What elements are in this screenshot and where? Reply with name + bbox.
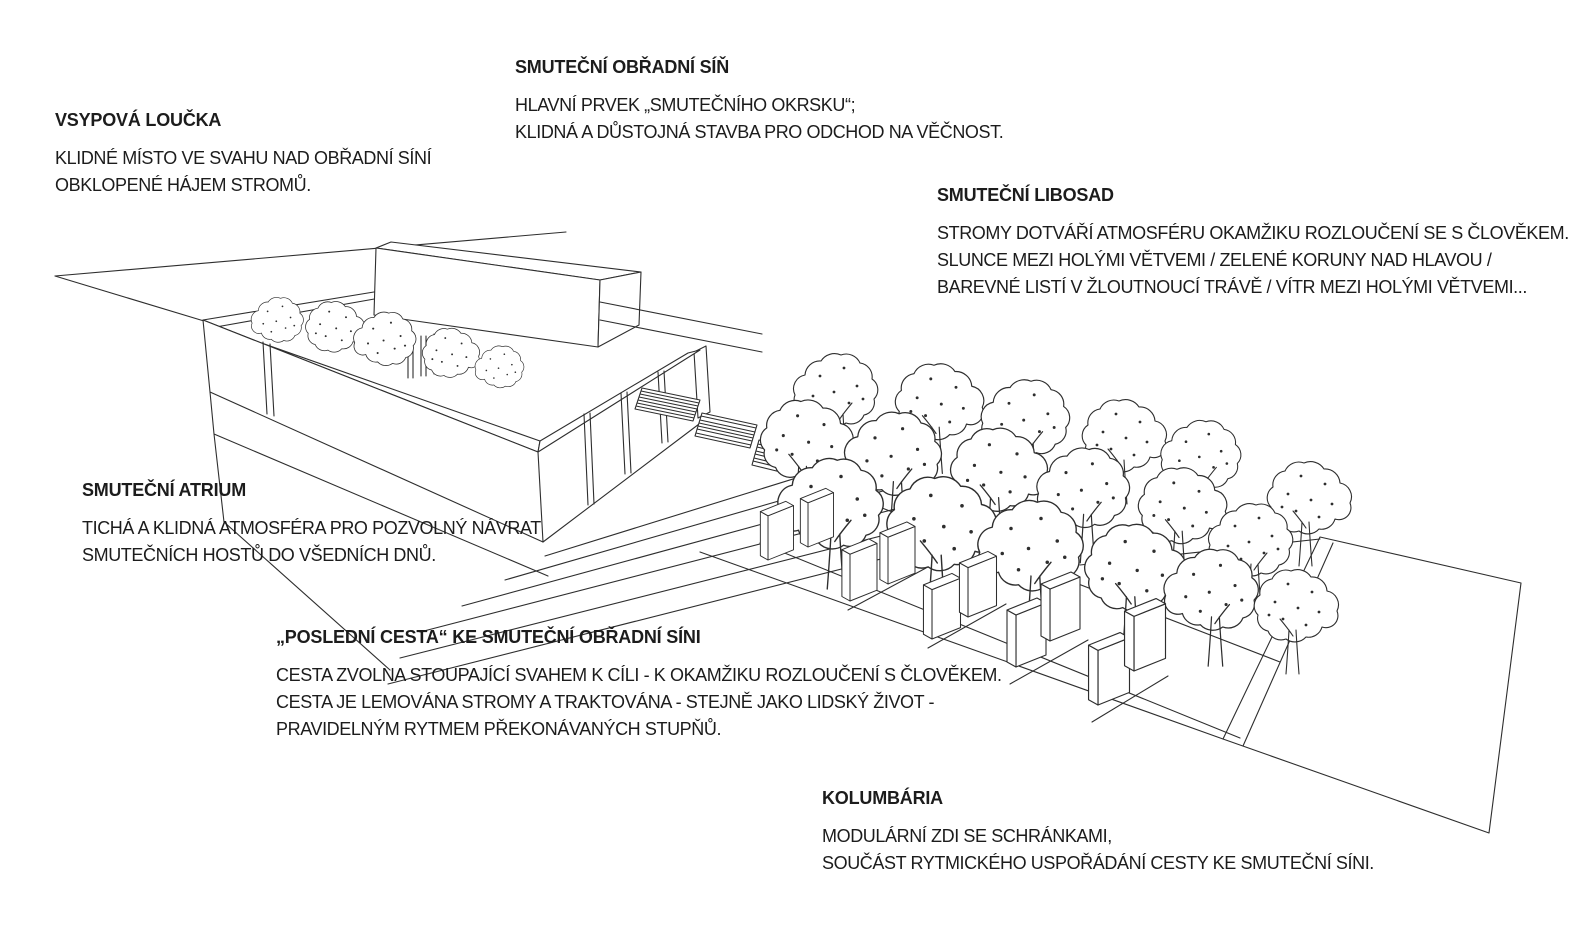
annotation-smutecni-libosad: [937, 183, 1569, 301]
annotation-line: OBKLOPENÉ HÁJEM STROMŮ.: [55, 175, 311, 195]
annotation-line: TICHÁ A KLIDNÁ ATMOSFÉRA PRO POZVOLNÝ NÁVRAT: [82, 518, 541, 538]
annotation-vsypova-loucka: [55, 108, 431, 199]
annotation-title: KOLUMBÁRIA: [822, 788, 943, 808]
annotation-line: BAREVNÉ LISTÍ V ŽLOUTNOUCÍ TRÁVĚ / VÍTR MEZI HOLÝMI VĚTVEMI...: [937, 277, 1527, 297]
annotation-line: STROMY DOTVÁŘÍ ATMOSFÉRU OKAMŽIKU ROZLOUČENÍ SE S ČLOVĚKEM.: [937, 223, 1569, 243]
annotation-line: KLIDNÁ A DŮSTOJNÁ STAVBA PRO ODCHOD NA VĚČNOST.: [515, 122, 1004, 142]
annotation-line: SMUTEČNÍCH HOSTŮ DO VŠEDNÍCH DNŮ.: [82, 545, 436, 565]
annotation-line: PRAVIDELNÝM RYTMEM PŘEKONÁVANÝCH STUPŇŮ.: [276, 719, 722, 739]
annotation-line: SLUNCE MEZI HOLÝMI VĚTVEMI / ZELENÉ KORUNY NAD HLAVOU /: [937, 250, 1492, 270]
annotation-line: KLIDNÉ MÍSTO VE SVAHU NAD OBŘADNÍ SÍNÍ: [55, 148, 432, 168]
annotation-line: HLAVNÍ PRVEK „SMUTEČNÍHO OKRSKU“;: [515, 95, 856, 115]
annotation-line: SOUČÁST RYTMICKÉHO USPOŘÁDÁNÍ CESTY KE SMUTEČNÍ SÍNI.: [822, 853, 1374, 873]
annotation-title: SMUTEČNÍ LIBOSAD: [937, 185, 1114, 205]
annotation-posledni-cesta: [276, 625, 1002, 743]
annotation-line: CESTA JE LEMOVÁNA STROMY A TRAKTOVÁNA - STEJNĚ JAKO LIDSKÝ ŽIVOT -: [276, 692, 935, 712]
annotation-line: CESTA ZVOLNA STOUPAJÍCÍ SVAHEM K CÍLI - K OKAMŽIKU ROZLOUČENÍ S ČLOVĚKEM.: [276, 665, 1002, 685]
annotation-line: MODULÁRNÍ ZDI SE SCHRÁNKAMI,: [822, 826, 1112, 846]
annotation-smutecni-atrium: [82, 478, 541, 569]
annotation-smutecni-obradni-sin: [515, 55, 1003, 146]
annotation-title: „POSLEDNÍ CESTA“ KE SMUTEČNÍ OBŘADNÍ SÍNI: [276, 627, 701, 647]
annotation-kolumbaria: [822, 786, 1374, 877]
annotation-title: SMUTEČNÍ ATRIUM: [82, 480, 246, 500]
annotation-title: SMUTEČNÍ OBŘADNÍ SÍŇ: [515, 57, 730, 77]
ceremony-hall-block: [374, 242, 641, 347]
annotation-title: VSYPOVÁ LOUČKA: [55, 110, 222, 130]
